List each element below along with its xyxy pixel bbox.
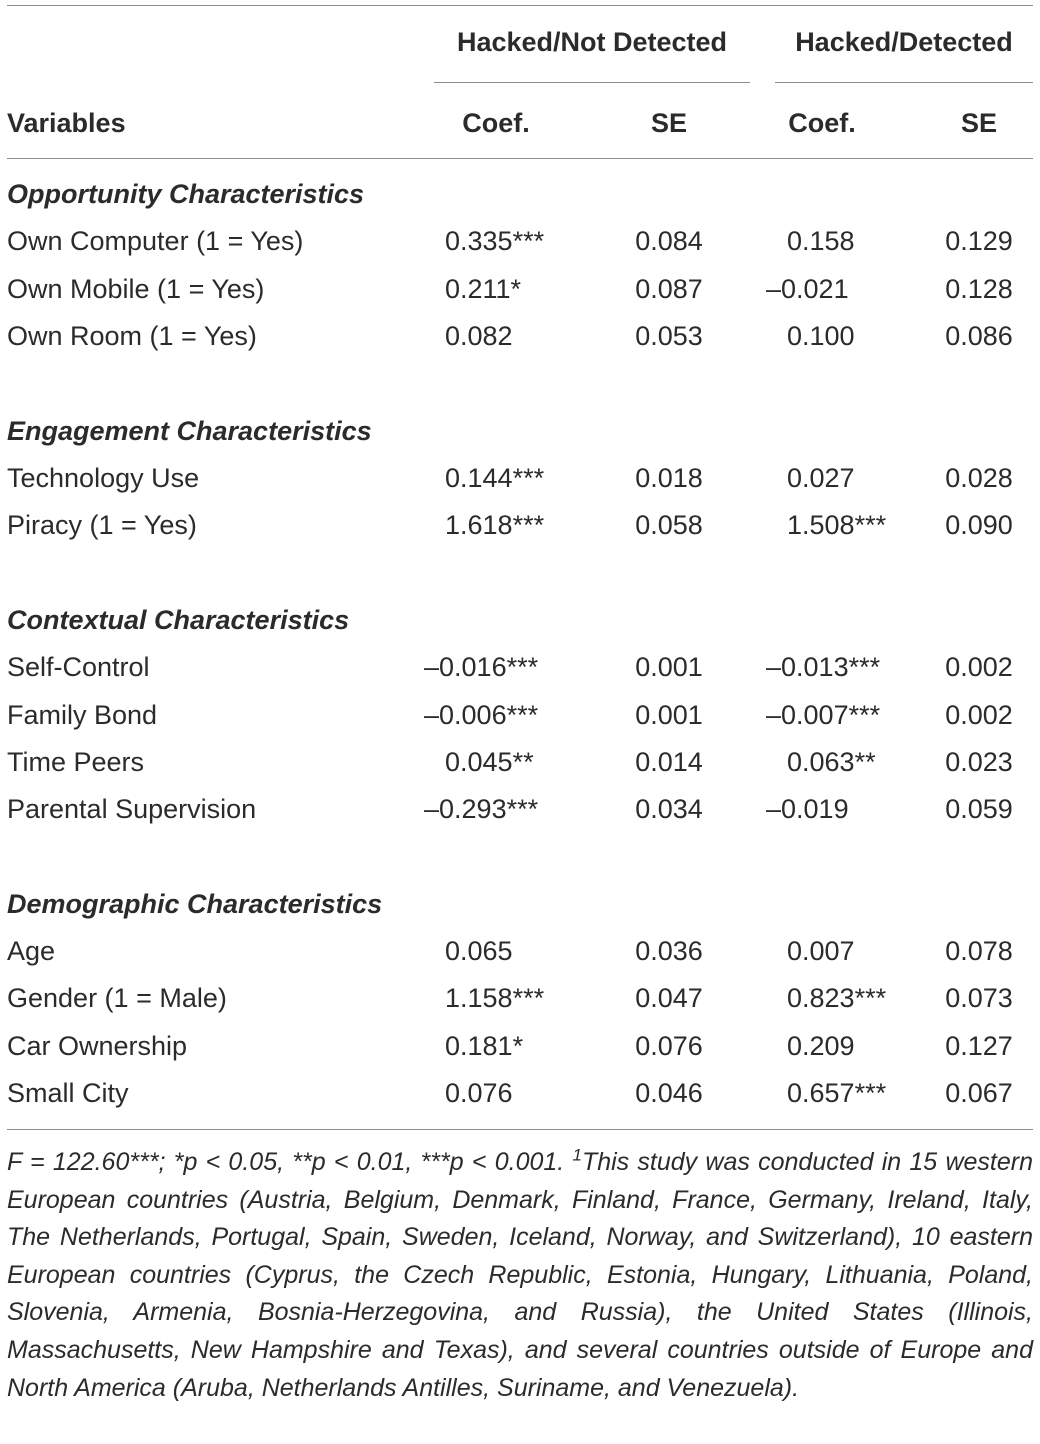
section-title-opportunity: Opportunity Characteristics (7, 179, 365, 209)
coef-header-2: Coef. (788, 108, 856, 138)
footnote-text: This study was conducted in 15 western European countries (Austria, Belgium, Denmark, Finland, France, Germany, Ireland, Italy, The Netherlands, Portugal, Spain, Sweden, Iceland, Norway, and Switzerland), 10 eastern European countries (Cyprus, the Czech Republic, Estonia, Hungary, Lithuania, Poland, Slovenia, Armenia, Bosnia-Herzegovina, and Russia), the United States (Illinois, Massachusetts, New Hampshire and Texas), and several countries outside of Europe and North America (Aruba, Netherlands Antilles, Suriname, and Venezuela). (7, 1148, 1033, 1402)
coef1-cell: –0.006*** (424, 700, 539, 730)
row-label: Self-Control (7, 652, 150, 682)
footnote-stats: F = 122.60***; *p < 0.05, **p < 0.01, ***p < 0.001. (7, 1148, 565, 1176)
coef2-cell: –0.007*** (766, 700, 881, 730)
se1-cell: 0.018 (635, 463, 703, 493)
se-header-2: SE (960, 108, 998, 138)
group1-underline (434, 82, 750, 83)
row-label: Family Bond (7, 700, 158, 730)
coef1-cell: 0.082 (445, 321, 513, 351)
coef1-cell: 0.065 (445, 936, 513, 966)
se2-cell: 0.078 (945, 936, 1013, 966)
section-title-engagement: Engagement Characteristics (7, 416, 372, 446)
row-label: Own Mobile (1 = Yes) (7, 274, 265, 304)
coef1-cell: 0.335*** (445, 226, 545, 256)
se2-cell: 0.002 (945, 700, 1013, 730)
coef2-cell: 0.007 (787, 936, 855, 966)
coef1-cell: 0.076 (445, 1078, 513, 1108)
footnote-marker: 1 (572, 1145, 582, 1165)
header-rule (7, 158, 1033, 159)
coef2-cell: 0.063** (787, 747, 876, 777)
se1-cell: 0.036 (635, 936, 703, 966)
se1-cell: 0.076 (635, 1031, 703, 1061)
coef1-cell: 1.158*** (445, 983, 545, 1013)
se2-cell: 0.128 (945, 274, 1013, 304)
se2-cell: 0.073 (945, 983, 1013, 1013)
coef2-cell: 0.823*** (787, 983, 887, 1013)
coef1-cell: –0.293*** (424, 794, 539, 824)
row-label: Own Room (1 = Yes) (7, 321, 257, 351)
row-label: Time Peers (7, 747, 145, 777)
coef2-cell: 0.100 (787, 321, 855, 351)
coef2-cell: 0.158 (787, 226, 855, 256)
row-label: Parental Supervision (7, 794, 257, 824)
group-header-detected: Hacked/Detected (795, 27, 1013, 57)
se2-cell: 0.002 (945, 652, 1013, 682)
top-rule (7, 5, 1033, 6)
section-title-demographic: Demographic Characteristics (7, 889, 383, 919)
se2-cell: 0.086 (945, 321, 1013, 351)
coef2-cell: 0.027 (787, 463, 855, 493)
coef2-cell: –0.019 (766, 794, 849, 824)
se1-cell: 0.014 (635, 747, 703, 777)
section-title-contextual: Contextual Characteristics (7, 605, 350, 635)
row-label: Piracy (1 = Yes) (7, 510, 197, 540)
row-label: Age (7, 936, 56, 966)
se2-cell: 0.127 (945, 1031, 1013, 1061)
coef1-cell: 1.618*** (445, 510, 545, 540)
se1-cell: 0.084 (635, 226, 703, 256)
se2-cell: 0.023 (945, 747, 1013, 777)
se1-cell: 0.047 (635, 983, 703, 1013)
coef2-cell: –0.013*** (766, 652, 881, 682)
coef1-cell: 0.144*** (445, 463, 545, 493)
coef-header-1: Coef. (462, 108, 530, 138)
se1-cell: 0.001 (635, 652, 703, 682)
se-header-1: SE (650, 108, 688, 138)
coef1-cell: 0.181* (445, 1031, 524, 1061)
se2-cell: 0.067 (945, 1078, 1013, 1108)
se1-cell: 0.046 (635, 1078, 703, 1108)
coef2-cell: 0.657*** (787, 1078, 887, 1108)
row-label: Small City (7, 1078, 129, 1108)
row-label: Own Computer (1 = Yes) (7, 226, 304, 256)
se2-cell: 0.028 (945, 463, 1013, 493)
group-header-not-detected: Hacked/Not Detected (456, 27, 728, 57)
se1-cell: 0.034 (635, 794, 703, 824)
coef2-cell: 0.209 (787, 1031, 855, 1061)
se1-cell: 0.087 (635, 274, 703, 304)
bottom-rule (7, 1129, 1033, 1130)
se2-cell: 0.059 (945, 794, 1013, 824)
row-label: Gender (1 = Male) (7, 983, 227, 1013)
se1-cell: 0.001 (635, 700, 703, 730)
se2-cell: 0.129 (945, 226, 1013, 256)
variables-header: Variables (7, 108, 126, 138)
coef1-cell: –0.016*** (424, 652, 539, 682)
coef1-cell: 0.211* (445, 274, 522, 304)
group2-underline (775, 82, 1033, 83)
se2-cell: 0.090 (945, 510, 1013, 540)
coef2-cell: –0.021 (766, 274, 849, 304)
table-footnote (7, 1144, 1033, 1407)
coef1-cell: 0.045** (445, 747, 534, 777)
se1-cell: 0.058 (635, 510, 703, 540)
se1-cell: 0.053 (635, 321, 703, 351)
row-label: Car Ownership (7, 1031, 188, 1061)
coef2-cell: 1.508*** (787, 510, 887, 540)
row-label: Technology Use (7, 463, 200, 493)
